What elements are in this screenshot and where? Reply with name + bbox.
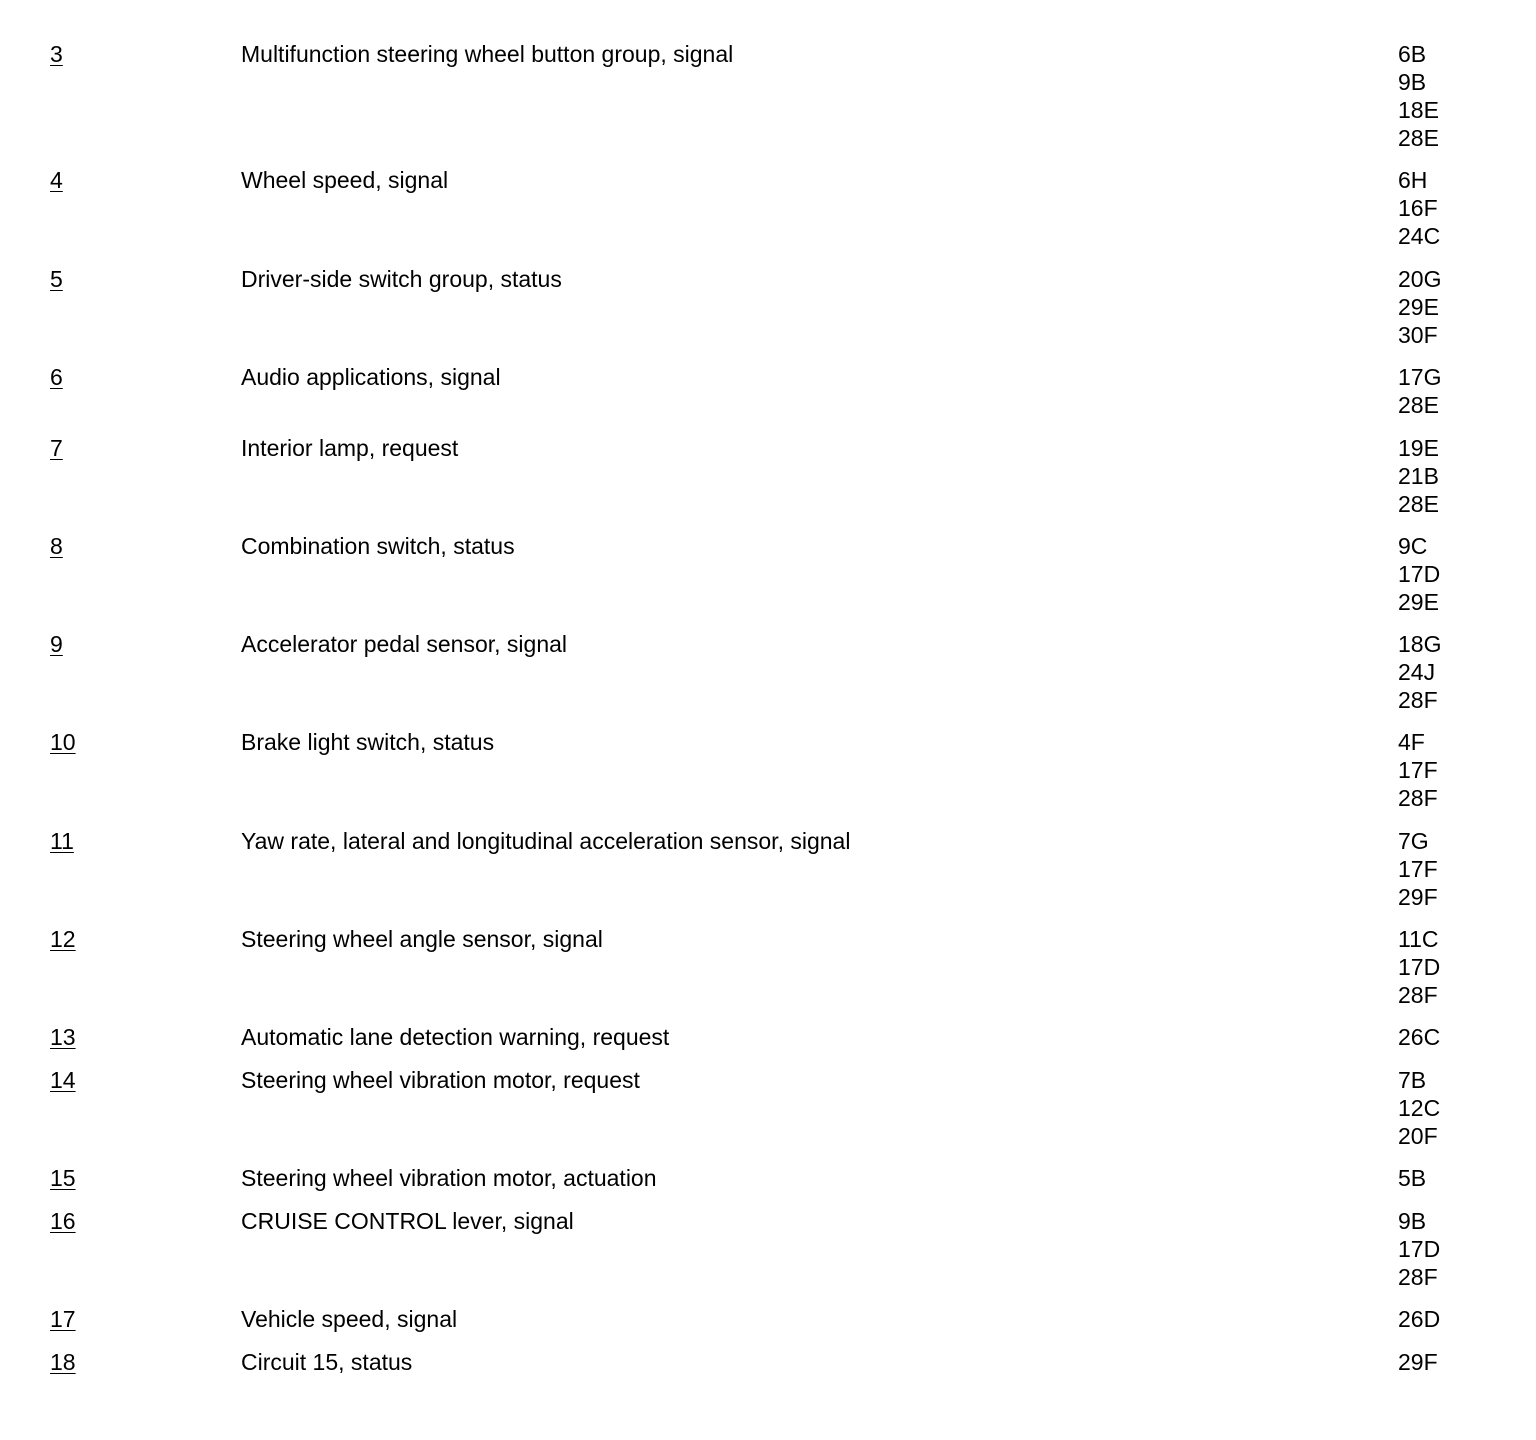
grid-reference-list [1398,728,1438,812]
item-description: Circuit 15, status [241,1349,413,1375]
grid-reference: 28E [1398,125,1439,151]
grid-reference-list [1398,925,1440,1009]
grid-reference: 30F [1398,322,1438,348]
item-number[interactable]: 8 [50,533,63,559]
grid-reference: 18E [1398,97,1439,123]
item-description: Brake light switch, status [241,729,495,755]
grid-reference: 19E [1398,435,1439,461]
grid-reference-list [1398,166,1440,250]
grid-reference: 7B [1398,1067,1427,1093]
grid-reference: 28F [1398,687,1438,713]
grid-reference: 4F [1398,729,1425,755]
grid-reference: 21B [1398,463,1439,489]
grid-reference: 24C [1398,223,1441,249]
item-number[interactable]: 6 [50,364,63,390]
item-description: Steering wheel vibration motor, request [241,1067,640,1093]
grid-reference: 28F [1398,1264,1438,1290]
grid-reference: 5B [1398,1165,1427,1191]
item-number[interactable]: 17 [50,1306,76,1332]
item-number[interactable]: 11 [50,828,74,854]
grid-reference: 29F [1398,884,1438,910]
grid-reference-list [1398,40,1439,152]
grid-reference: 20F [1398,1123,1438,1149]
grid-reference: 7G [1398,828,1429,854]
item-description: Yaw rate, lateral and longitudinal acceleration sensor, signal [241,828,851,854]
item-description: Accelerator pedal sensor, signal [241,631,568,657]
item-description: CRUISE CONTROL lever, signal [241,1208,574,1234]
grid-reference-list [1398,630,1441,714]
item-description: Multifunction steering wheel button group, signal [241,41,734,67]
grid-reference: 28E [1398,491,1439,517]
item-number[interactable]: 4 [50,167,63,193]
grid-reference: 17D [1398,1236,1441,1262]
item-number[interactable]: 10 [50,729,76,755]
grid-reference: 6H [1398,167,1428,193]
item-description: Steering wheel angle sensor, signal [241,926,603,952]
grid-reference-list [1398,1164,1426,1192]
item-number[interactable]: 9 [50,631,63,657]
grid-reference: 29F [1398,1349,1438,1375]
item-number[interactable]: 5 [50,266,63,292]
item-description: Audio applications, signal [241,364,501,390]
grid-reference: 28F [1398,785,1438,811]
item-description: Interior lamp, request [241,435,459,461]
item-description: Steering wheel vibration motor, actuation [241,1165,657,1191]
grid-reference: 26D [1398,1306,1441,1332]
item-number[interactable]: 3 [50,41,63,67]
item-description: Driver-side switch group, status [241,266,562,292]
grid-reference: 29E [1398,589,1439,615]
grid-reference: 9C [1398,533,1428,559]
item-description: Vehicle speed, signal [241,1306,458,1332]
item-number[interactable]: 14 [50,1067,76,1093]
item-description: Wheel speed, signal [241,167,449,193]
grid-reference: 28E [1398,392,1439,418]
grid-reference: 29E [1398,294,1439,320]
grid-reference: 20G [1398,266,1442,292]
grid-reference: 9B [1398,69,1427,95]
grid-reference-list [1398,532,1440,616]
item-number[interactable]: 7 [50,435,63,461]
grid-reference: 28F [1398,982,1438,1008]
grid-reference: 17G [1398,364,1442,390]
grid-reference: 17F [1398,856,1438,882]
grid-reference-list [1398,265,1441,349]
grid-reference-list [1398,434,1439,518]
grid-reference-list [1398,1207,1440,1291]
grid-reference: 26C [1398,1024,1441,1050]
grid-reference: 16F [1398,195,1438,221]
grid-reference-list [1398,1066,1440,1150]
grid-reference: 18G [1398,631,1442,657]
grid-reference: 17F [1398,757,1438,783]
item-number[interactable]: 13 [50,1024,76,1050]
item-number[interactable]: 16 [50,1208,76,1234]
item-description: Combination switch, status [241,533,515,559]
item-description: Automatic lane detection warning, request [241,1024,670,1050]
item-number[interactable]: 12 [50,926,76,952]
grid-reference: 9B [1398,1208,1427,1234]
item-number[interactable]: 18 [50,1349,76,1375]
grid-reference: 17D [1398,561,1441,587]
grid-reference-list [1398,1348,1438,1376]
grid-reference-list [1398,1023,1440,1051]
grid-reference: 11C [1398,926,1439,952]
grid-reference-list [1398,363,1441,419]
grid-reference: 6B [1398,41,1427,67]
item-number[interactable]: 15 [50,1165,76,1191]
grid-reference: 17D [1398,954,1441,980]
grid-reference-list [1398,1305,1440,1333]
grid-reference: 12C [1398,1095,1441,1121]
grid-reference-list [1398,827,1438,911]
grid-reference: 24J [1398,659,1436,685]
